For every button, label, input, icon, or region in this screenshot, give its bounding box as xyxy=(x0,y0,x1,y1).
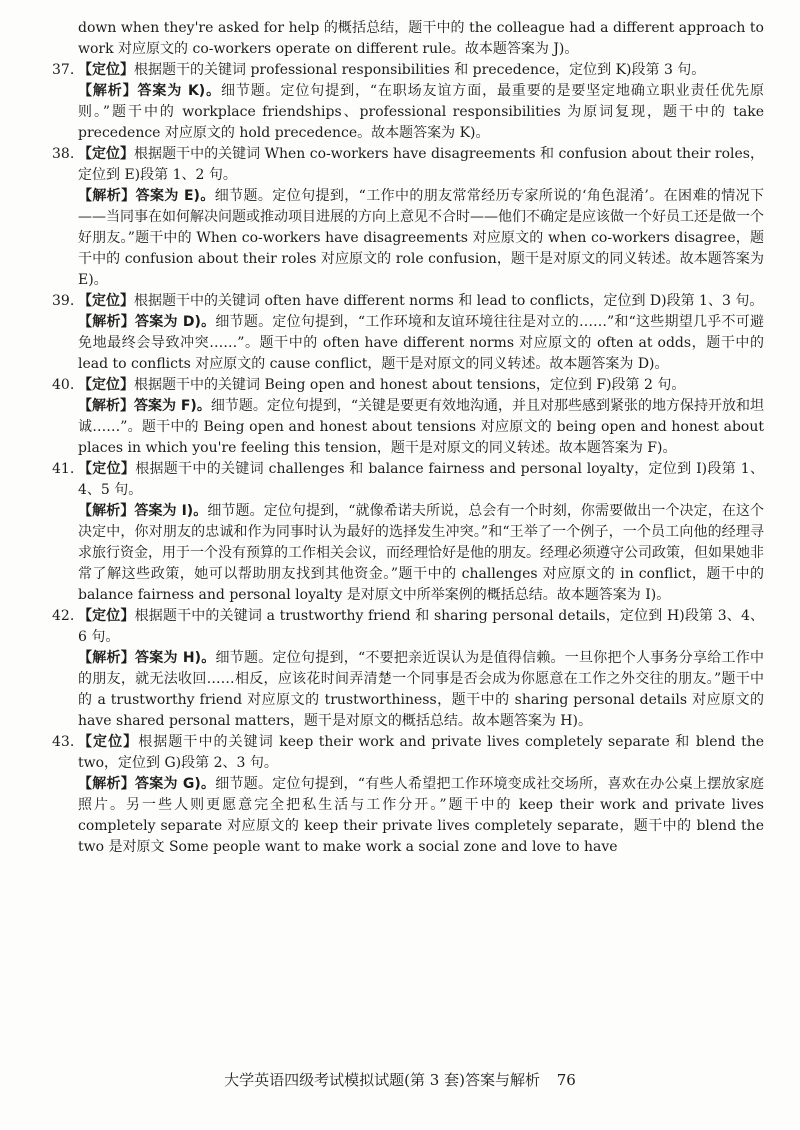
answer-text: 答案为 H)。 xyxy=(135,650,216,666)
locate-line xyxy=(52,732,764,774)
continued-analysis-text: down when they're asked for help 的概括总结，题干中的 the colleague had a different approach to work 对应原文的 co-workers operate on different rule。故本题答案为 J)。 xyxy=(78,20,764,57)
answer-text: 答案为 I)。 xyxy=(134,503,208,519)
question-number: 39. xyxy=(52,293,75,309)
analysis-paragraph xyxy=(52,501,764,606)
answer-analysis-body xyxy=(52,18,764,858)
question-item xyxy=(52,459,764,606)
answer-text: 答案为 F)。 xyxy=(134,398,211,414)
analysis-tag: 【解析】 xyxy=(78,314,135,330)
locate-body: 根据题干中的关键词 often have different norms 和 lead to conflicts，定位到 D)段第 1、3 句。 xyxy=(134,293,764,309)
question-item xyxy=(52,732,764,858)
locate-body: 根据题干中的关键词 When co-workers have disagreements 和 confusion about their roles，定位到 E)段第 1、2 句。 xyxy=(78,146,765,183)
analysis-paragraph xyxy=(52,396,764,459)
analysis-tag: 【解析】 xyxy=(78,83,138,99)
question-number: 38. xyxy=(52,146,75,162)
answer-text: 答案为 D)。 xyxy=(135,314,216,330)
locate-line xyxy=(52,291,764,312)
analysis-body: 细节题。定位句提到，“在职场友谊方面，最重要的是要坚定地确立职业责任优先原则。”题干中的 workplace friendships、professional responsibilities 为原词复现，题干中的 take precedence 对应原文的 hold precedence。故本题答案为 K)。 xyxy=(78,83,765,141)
page-number: 76 xyxy=(556,1071,576,1089)
locate-text xyxy=(78,291,764,312)
locate-tag: 【定位】 xyxy=(78,293,134,309)
locate-tag: 【定位】 xyxy=(78,608,135,624)
question-number: 42. xyxy=(52,608,75,624)
question-item xyxy=(52,291,764,375)
question-number: 37. xyxy=(52,62,75,78)
question-item xyxy=(52,60,764,144)
analysis-body: 细节题。定位句提到，“关键是要更有效地沟通，并且对那些感到紧张的地方保持开放和坦诚……”。题干中的 Being open and honest about tensions 对应原文的 being open and honest about places in which you're feeling this tension，题干是对原文的同义转述。故本题答案为 F)。 xyxy=(78,398,764,456)
footer-title: 大学英语四级考试模拟试题(第 3 套)答案与解析 xyxy=(224,1071,540,1089)
page-footer xyxy=(0,1069,800,1090)
analysis-tag: 【解析】 xyxy=(78,188,136,204)
locate-text xyxy=(78,606,764,648)
locate-tag: 【定位】 xyxy=(78,62,134,78)
locate-tag: 【定位】 xyxy=(78,461,136,477)
locate-body: 根据题干中的关键词 Being open and honest about tensions，定位到 F)段第 2 句。 xyxy=(134,377,686,393)
locate-tag: 【定位】 xyxy=(78,146,135,162)
locate-line xyxy=(52,60,764,81)
locate-text xyxy=(78,144,764,186)
analysis-paragraph xyxy=(52,81,764,144)
locate-body: 根据题干中的关键词 challenges 和 balance fairness and personal loyalty，定位到 I)段第 1、4、5 句。 xyxy=(78,461,764,498)
analysis-body: 细节题。定位句提到，“有些人希望把工作环境变成社交场所，喜欢在办公桌上摆放家庭照片。另一些人则更愿意完全把私生活与工作分开。”题干中的 keep their work and private lives completely separate 对应原文的 keep their private lives completely separate，题干中的 blend the two 是对原文 Some people want to make work a social zone and love to have xyxy=(78,776,765,855)
analysis-body: 细节题。定位句提到，“不要把亲近误认为是值得信赖。一旦你把个人事务分享给工作中的朋友，就无法收回……相反，应该花时间弄清楚一个同事是否会成为你愿意在工作之外交往的朋友。”题干中的 a trustworthy friend 对应原文的 trustworthiness，题干中的 sharing personal details 对应原文的 have shared personal matters，题干是对原文的概括总结。故本题答案为 H)。 xyxy=(78,650,765,729)
answer-text: 答案为 G)。 xyxy=(135,776,216,792)
analysis-paragraph xyxy=(52,312,764,375)
analysis-tag: 【解析】 xyxy=(78,398,134,414)
locate-tag: 【定位】 xyxy=(78,734,139,750)
question-number: 40. xyxy=(52,377,75,393)
locate-body: 根据题干中的关键词 a trustworthy friend 和 sharing personal details，定位到 H)段第 3、4、6 句。 xyxy=(78,608,765,645)
analysis-paragraph xyxy=(52,648,764,732)
locate-text xyxy=(78,459,764,501)
question-list xyxy=(52,60,764,858)
question-item xyxy=(52,144,764,291)
question-item xyxy=(52,375,764,459)
locate-body: 根据题干中的关键词 keep their work and private lives completely separate 和 blend the two，定位到 G)段第 2、3 句。 xyxy=(78,734,764,771)
locate-text xyxy=(78,60,764,81)
analysis-body: 细节题。定位句提到，“工作环境和友谊环境往往是对立的……”和“这些期望几乎不可避免地最终会导致冲突……”。题干中的 often have different norms 对应原文的 often at odds，题干中的 lead to conflicts 对应原文的 cause conflict，题干是对原文的同义转述。故本题答案为 D)。 xyxy=(78,314,764,372)
analysis-tag: 【解析】 xyxy=(78,503,135,519)
locate-line xyxy=(52,459,764,501)
question-number: 43. xyxy=(52,734,75,750)
answer-text: 答案为 E)。 xyxy=(135,188,215,204)
analysis-paragraph xyxy=(52,186,764,291)
locate-line xyxy=(52,144,764,186)
question-item xyxy=(52,606,764,732)
analysis-tag: 【解析】 xyxy=(78,650,135,666)
locate-line xyxy=(52,375,764,396)
locate-text xyxy=(78,375,764,396)
analysis-tag: 【解析】 xyxy=(78,776,136,792)
locate-tag: 【定位】 xyxy=(78,377,134,393)
answer-text: 答案为 K)。 xyxy=(137,83,221,99)
analysis-body: 细节题。定位句提到，“就像希诺夫所说，总会有一个时刻，你需要做出一个决定，在这个决定中，你对朋友的忠诚和作为同事时认为最好的选择发生冲突。”和“王举了一个例子，一个员工向他的经理寻求旅行资金，用于一个没有预算的工作相关会议，而经理恰好是他的朋友。经理必须遵守公司政策，但如果她非常了解这些政策，她可以帮助朋友找到其他资金。”题干中的 challenges 对应原文的 in conflict，题干中的 balance fairness and personal loyalty 是对原文中所举案例的概括总结。故本题答案为 I)。 xyxy=(78,503,764,603)
analysis-body: 细节题。定位句提到，“工作中的朋友常常经历专家所说的‘角色混淆’。在困难的情况下——当同事在如何解决问题或推动项目进展的方向上意见不合时——他们不确定是应该做一个好员工还是做一个好朋友。”题干中的 When co-workers have disagreements 对应原文的 when co-workers disagree，题干中的 confusion about their roles 对应原文的 role confusion，题干是对原文的同义转述。故本题答案为 E)。 xyxy=(78,188,765,288)
locate-text xyxy=(78,732,764,774)
locate-body: 根据题干的关键词 professional responsibilities 和 precedence，定位到 K)段第 3 句。 xyxy=(134,62,706,78)
question-number: 41. xyxy=(52,461,75,477)
locate-line xyxy=(52,606,764,648)
analysis-paragraph xyxy=(52,774,764,858)
